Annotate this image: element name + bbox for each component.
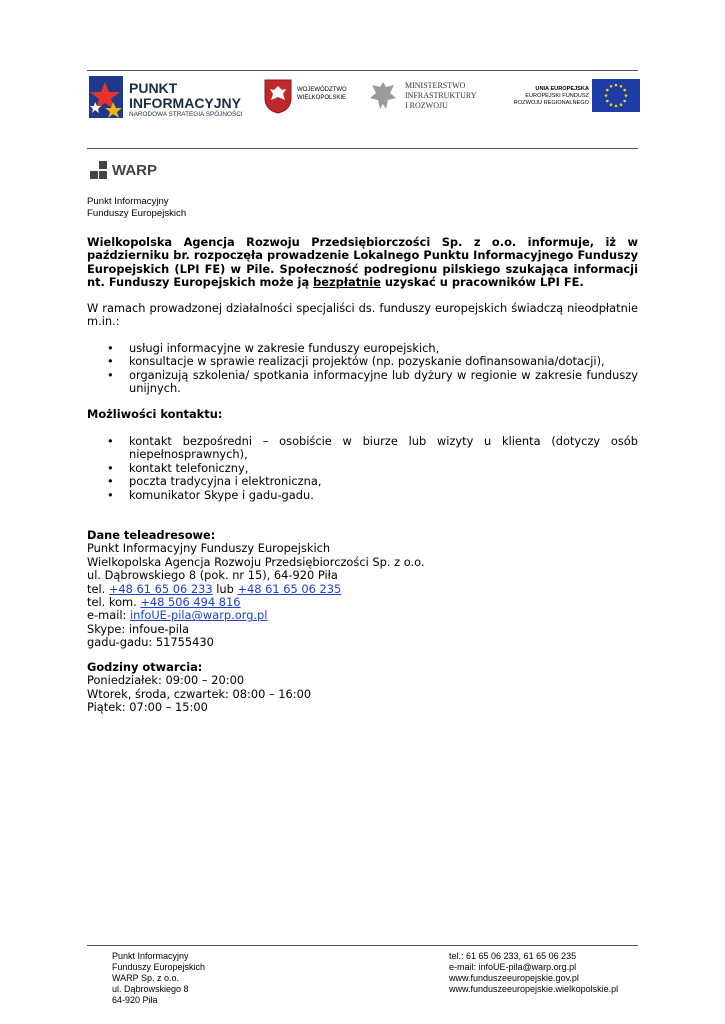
footer-right — [449, 951, 618, 995]
mobile-link[interactable]: +48 506 494 816 — [140, 595, 241, 610]
footer-left-line2: Funduszy Europejskich — [112, 962, 206, 972]
bullet-icon: • — [107, 367, 114, 382]
ue-line3: ROZWOJU REGIONALNEGO — [513, 100, 589, 106]
bullet-icon: • — [107, 434, 114, 448]
phone-link-1[interactable]: +48 61 65 06 233 — [108, 581, 213, 596]
phone-link-2[interactable]: +48 61 65 06 235 — [237, 581, 342, 596]
intro-text-2: uzyskać u pracowników LPI FE. — [380, 275, 584, 290]
list-item — [87, 369, 638, 396]
bullet-icon: • — [107, 460, 114, 475]
footer-right-line1: tel.: 61 65 06 233, 61 65 06 235 — [449, 951, 577, 961]
phone-or: lub — [212, 581, 238, 596]
eu-flag-icon — [592, 79, 640, 112]
coat-of-arms-icon — [263, 78, 293, 114]
wojewodztwo-logo — [263, 78, 353, 114]
hours-line3: Piątek: 07:00 – 15:00 — [87, 700, 208, 715]
bullet-icon: • — [107, 354, 114, 369]
footer-rule — [87, 945, 638, 946]
pi-logo-line3: NARODOWA STRATEGIA SPÓJNOŚCI — [129, 111, 243, 118]
list-item-text: organizują szkolenia/ spotkania informacyjne lub dyżury w regionie w zakresie funduszy unijnych. — [129, 367, 638, 396]
email-link[interactable]: infoUE-pila@warp.org.pl — [129, 608, 268, 623]
list-item — [87, 355, 638, 368]
list-item-text: komunikator Skype i gadu-gadu. — [129, 487, 314, 502]
warp-squares-icon — [90, 161, 108, 181]
address-line1: Punkt Informacyjny Funduszy Europejskich — [87, 541, 331, 556]
footer-left-line5: 64-920 Piła — [112, 995, 158, 1005]
footer-right-line2: e-mail: infoUE-pila@warp.org.pl — [449, 962, 577, 972]
ministerstwo-line1: MINISTERSTWO — [405, 81, 466, 90]
list-item — [87, 489, 638, 502]
bullet-icon: • — [107, 474, 114, 489]
address-line3: ul. Dąbrowskiego 8 (pok. nr 15), 64-920 Piła — [87, 568, 338, 583]
footer-left — [112, 951, 205, 1006]
header-top-rule — [87, 70, 638, 71]
footer-left-line3: WARP Sp. z o.o. — [112, 973, 180, 983]
sender-line2: Funduszy Europejskich — [87, 208, 187, 219]
sender-block — [87, 196, 186, 220]
address-heading: Dane teleadresowe: — [87, 528, 216, 542]
list-item-text: kontakt telefoniczny, — [129, 460, 249, 475]
intro-underlined: bezpłatnie — [313, 275, 381, 290]
phone-line — [87, 583, 638, 596]
services-intro: W ramach prowadzonej działalności specjaliści ds. funduszy europejskich świadczą nieodpłatnie m.in.: — [87, 301, 638, 329]
skype-line: Skype: infoue-pila — [87, 621, 190, 636]
wojewodztwo-line1: WOJEWÓDZTWO — [297, 87, 347, 93]
header-bottom-rule — [87, 148, 638, 149]
phone-prefix: tel. — [87, 581, 109, 596]
hours-heading: Godziny otwarcia: — [87, 660, 203, 674]
pi-logo-line1: PUNKT — [129, 80, 178, 96]
ue-line2: EUROPEJSKI FUNDUSZ — [525, 93, 589, 99]
address-block — [87, 529, 638, 650]
contact-options-list — [87, 435, 638, 502]
mobile-line — [87, 596, 638, 609]
address-line2: Wielkopolska Agencja Rozwoju Przedsiębiorczości Sp. z o.o. — [87, 554, 425, 569]
services-list — [87, 342, 638, 396]
wojewodztwo-line2: WIELKOPOLSKIE — [297, 95, 347, 101]
list-item — [87, 435, 638, 462]
warp-logo — [90, 161, 170, 183]
ue-logo — [503, 78, 643, 114]
hours-line2: Wtorek, środa, czwartek: 08:00 – 16:00 — [87, 686, 312, 701]
ue-line1: UNIA EUROPEJSKA — [535, 86, 589, 92]
eagle-icon — [368, 78, 398, 114]
email-line — [87, 609, 638, 622]
footer-left-line4: ul. Dąbrowskiego 8 — [112, 984, 189, 994]
list-item-text: konsultacje w sprawie realizacji projektów (np. pozyskanie dofinansowania/dotacji), — [129, 354, 605, 369]
hours-block — [87, 661, 638, 715]
bullet-icon: • — [107, 341, 114, 355]
list-item — [87, 342, 638, 355]
list-item — [87, 475, 638, 488]
list-item-text: kontakt bezpośredni – osobiście w biurze lub wizyty u klienta (dotyczy osób niepełnosprawnych), — [129, 434, 638, 462]
warp-logo-text: WARP — [112, 162, 157, 179]
ministerstwo-logo — [368, 76, 498, 116]
bullet-icon: • — [107, 487, 114, 502]
list-item-text: usługi informacyjne w zakresie funduszy europejskich, — [129, 341, 440, 355]
intro-paragraph — [87, 236, 638, 290]
intro-text-1: Wielkopolska Agencja Rozwoju Przedsiębiorczości Sp. z o.o. informuje, iż w październiku br. rozpoczęła prowadzenie Lokalnego Punktu Informacyjnego Funduszy Europejskich (LPI FE) w Pile. Społeczność podregionu pilskiego szukająca informacji nt. Funduszy Europejskich może ją — [87, 235, 638, 290]
email-prefix: e-mail: — [87, 608, 130, 623]
pi-logo-line2: INFORMACYJNY — [129, 95, 242, 111]
footer-right-line4: www.funduszeeuropejskie.wielkopolskie.pl — [449, 984, 619, 994]
hours-line1: Poniedziałek: 09:00 – 20:00 — [87, 673, 245, 688]
footer-left-line1: Punkt Informacyjny — [112, 951, 189, 961]
mobile-prefix: tel. kom. — [87, 595, 141, 610]
list-item — [87, 462, 638, 475]
list-item-text: poczta tradycyjna i elektroniczna, — [129, 474, 322, 489]
ministerstwo-line2: INFRASTRUKTURY — [405, 91, 477, 100]
sender-line1: Punkt Informacyjny — [87, 196, 169, 207]
contact-heading: Możliwości kontaktu: — [87, 407, 223, 421]
footer-right-line3: www.funduszeeuropejskie.gov.pl — [449, 973, 579, 983]
gg-line: gadu-gadu: 51755430 — [87, 635, 214, 650]
star-graphic-icon — [87, 72, 125, 122]
punkt-informacyjny-logo — [87, 72, 247, 122]
ministerstwo-line3: I ROZWOJU — [405, 101, 448, 110]
